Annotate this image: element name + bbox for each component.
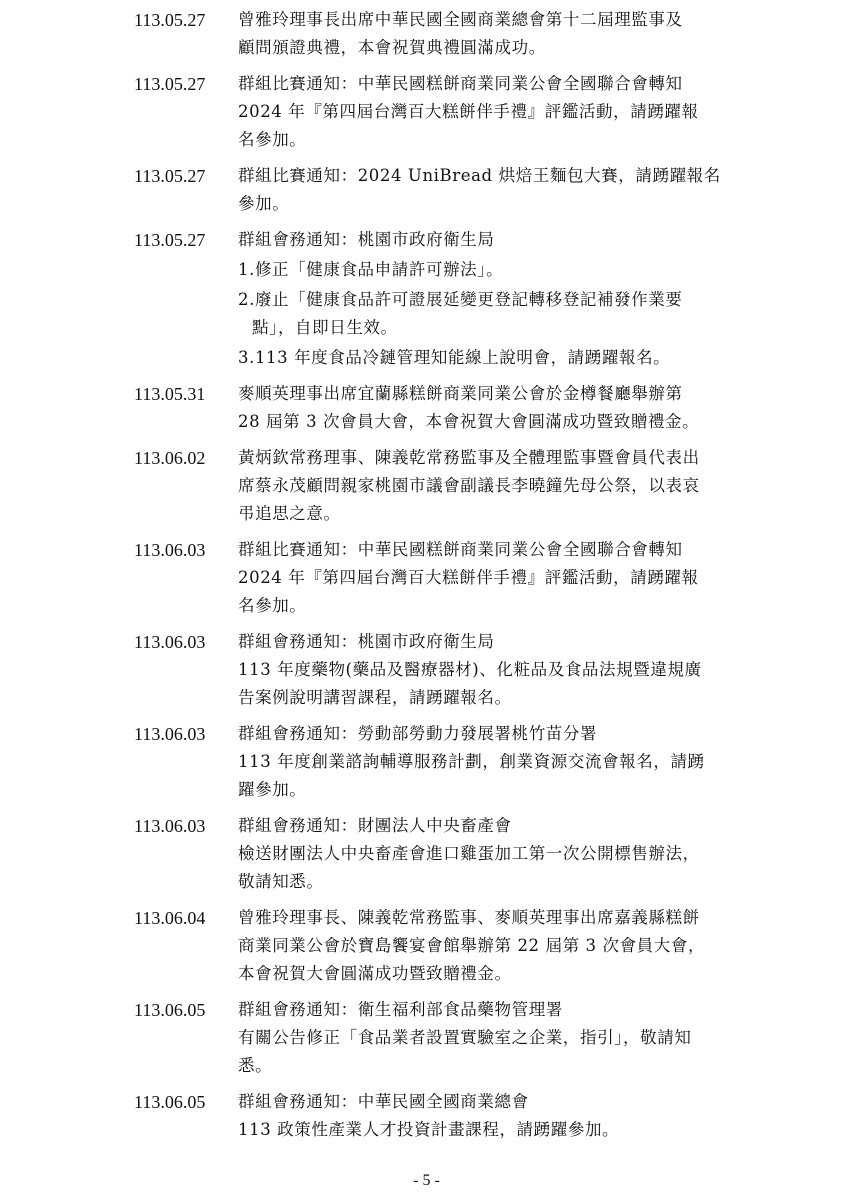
- entry-line: 群組會務通知：衛生福利部食品藥物管理署: [238, 1000, 563, 1019]
- entry-line: 2024 年『第四屆台灣百大糕餅伴手禮』評鑑活動，請踴躍報: [238, 102, 699, 121]
- entry-line: 113 年度藥物(藥品及醫療器材)、化粧品及食品法規暨違規廣: [238, 660, 702, 679]
- entry-line: 參加。: [238, 194, 290, 213]
- entry-line: 席蔡永茂顧問親家桃園市議會副議長李曉鐘先母公祭，以表哀: [238, 476, 700, 495]
- entry-date: 113.06.02: [134, 448, 206, 468]
- entry-date: 113.06.03: [134, 816, 206, 836]
- entry-line: 黃炳欽常務理事、陳義乾常務監事及全體理監事暨會員代表出: [238, 448, 700, 467]
- entry-date: 113.06.03: [134, 724, 206, 744]
- numbered-item: [238, 286, 810, 342]
- entry-text: [238, 6, 810, 62]
- entry-line: 群組會務通知：桃園市政府衛生局: [238, 632, 495, 651]
- entry-line: 群組會務通知：勞動部勞動力發展署桃竹苗分署: [238, 724, 598, 743]
- entry-date: 113.06.05: [134, 1000, 206, 1020]
- numbered-item: [238, 344, 810, 372]
- entry: [0, 6, 853, 62]
- entry: [0, 444, 853, 528]
- entry-line: 有關公告修正「食品業者設置實驗室之企業，指引」，敬請知: [238, 1028, 692, 1047]
- entry-text: [238, 996, 810, 1080]
- entry-line: 檢送財團法人中央畜產會進口雞蛋加工第一次公開標售辦法，: [238, 844, 700, 863]
- entry-text: [238, 536, 810, 620]
- item-line: 2.廢止「健康食品許可證展延變更登記轉移登記補發作業要: [238, 290, 683, 309]
- entry-line: 2024 年『第四屆台灣百大糕餅伴手禮』評鑑活動，請踴躍報: [238, 568, 699, 587]
- entry-date: 113.06.03: [134, 540, 206, 560]
- entry: [0, 720, 853, 804]
- entry-line: 商業同業公會於寶島饗宴會館舉辦第 22 屆第 3 次會員大會，: [238, 936, 706, 955]
- item-line: 3.113 年度食品冷鏈管理知能線上說明會，請踴躍報名。: [238, 348, 671, 367]
- entry-text: [238, 1088, 810, 1144]
- entry-text: [238, 226, 810, 372]
- entry-date: 113.06.04: [134, 908, 206, 928]
- entry-line: 弔追思之意。: [238, 504, 341, 523]
- entry-date: 113.05.31: [134, 384, 206, 404]
- entry-date: 113.05.27: [134, 74, 206, 94]
- entry-line: 113 年度創業諮詢輔導服務計劃，創業資源交流會報名，請踴: [238, 752, 705, 771]
- entry-text: [238, 162, 810, 218]
- item-line: 1.修正「健康食品申請許可辦法」。: [238, 260, 504, 279]
- entry-text: [238, 720, 810, 804]
- entry: [0, 1088, 853, 1144]
- entry-line: 群組會務通知：財團法人中央畜產會: [238, 816, 512, 835]
- entry-line: 曾雅玲理事長、陳義乾常務監事、麥順英理事出席嘉義縣糕餅: [238, 908, 700, 927]
- entry: [0, 996, 853, 1080]
- entry-text: [238, 444, 810, 528]
- entry-text: [238, 380, 810, 436]
- entry: [0, 536, 853, 620]
- document-body: [0, 6, 853, 1152]
- entry-line: 敬請知悉。: [238, 872, 324, 891]
- entry: [0, 162, 853, 218]
- entry-line: 群組會務通知：中華民國全國商業總會: [238, 1092, 529, 1111]
- entry-date: 113.06.05: [134, 1092, 206, 1112]
- entry-line: 本會祝賀大會圓滿成功暨致贈禮金。: [238, 964, 512, 983]
- entry-line: 曾雅玲理事長出席中華民國全國商業總會第十二屆理監事及: [238, 10, 683, 29]
- entry: [0, 226, 853, 372]
- entry: [0, 70, 853, 154]
- entry-date: 113.05.27: [134, 166, 206, 186]
- entry-date: 113.05.27: [134, 10, 206, 30]
- entry-line: 名參加。: [238, 596, 307, 615]
- entry-line: 28 屆第 3 次會員大會，本會祝賀大會圓滿成功暨致贈禮金。: [238, 412, 700, 431]
- numbered-item: [238, 256, 810, 284]
- entry-text: [238, 904, 810, 988]
- entry-text: [238, 812, 810, 896]
- entry-line: 113 政策性產業人才投資計畫課程，請踴躍參加。: [238, 1120, 620, 1139]
- entry-line: 名參加。: [238, 130, 307, 149]
- entry: [0, 812, 853, 896]
- entry-line: 告案例說明講習課程，請踴躍報名。: [238, 688, 512, 707]
- entry: [0, 380, 853, 436]
- entry-line: 麥順英理事出席宜蘭縣糕餅商業同業公會於金樽餐廳舉辦第: [238, 384, 683, 403]
- entry-date: 113.06.03: [134, 632, 206, 652]
- entry-line: 群組會務通知：桃園市政府衛生局: [238, 230, 495, 249]
- page-number: - 5 -: [413, 1172, 440, 1189]
- entry: [0, 904, 853, 988]
- entry-text: [238, 70, 810, 154]
- entry-line: 群組比賽通知：中華民國糕餅商業同業公會全國聯合會轉知: [238, 74, 683, 93]
- entry: [0, 628, 853, 712]
- entry-text: [238, 628, 810, 712]
- entry-date: 113.05.27: [134, 230, 206, 250]
- item-line: 點」，自即日生效。: [252, 318, 398, 337]
- entry-line: 顧問頒證典禮，本會祝賀典禮圓滿成功。: [238, 38, 546, 57]
- entry-line: 群組比賽通知：中華民國糕餅商業同業公會全國聯合會轉知: [238, 540, 683, 559]
- entry-line: 躍參加。: [238, 780, 307, 799]
- entry-line: 悉。: [238, 1056, 273, 1075]
- entry-line: 群組比賽通知：2024 UniBread 烘焙王麵包大賽，請踴躍報名: [238, 166, 721, 185]
